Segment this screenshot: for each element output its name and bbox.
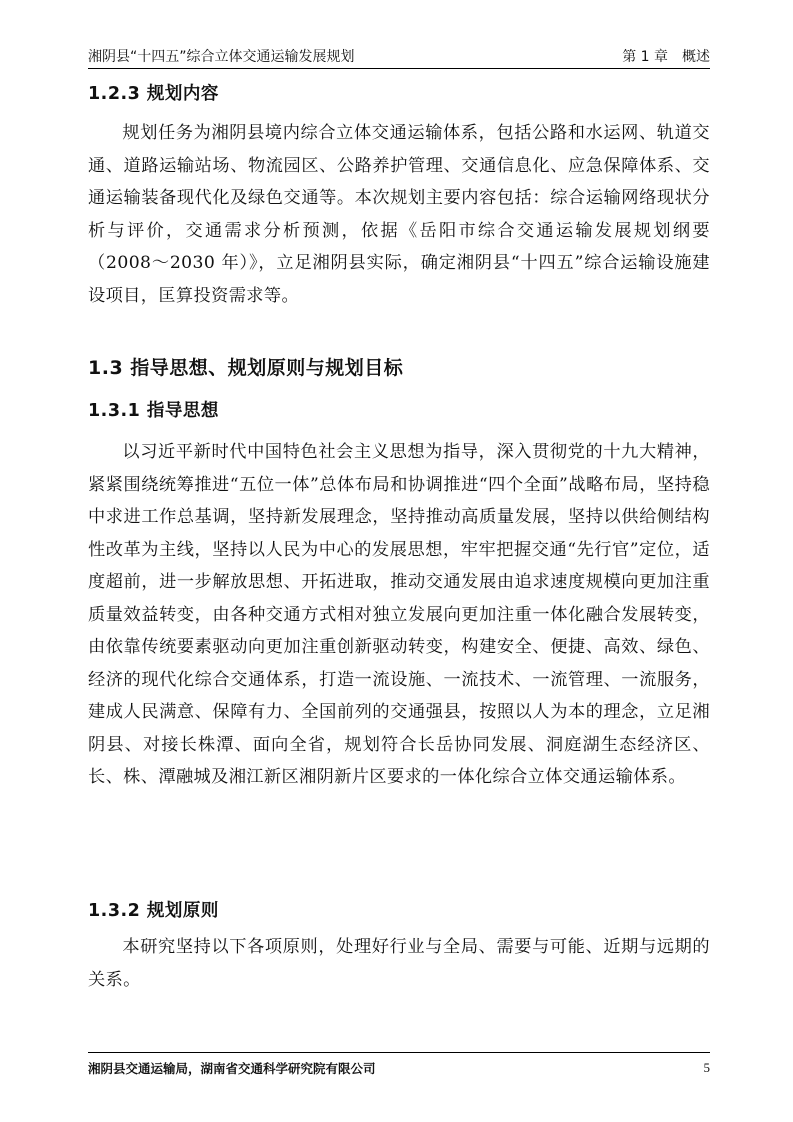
page-header [88, 40, 710, 66]
footer-divider [88, 1052, 710, 1053]
page-footer [88, 1058, 710, 1078]
section-heading-1-3-1: 1.3.1 指导思想 [88, 401, 219, 421]
section-paragraph-1-3-2: 本研究坚持以下各项原则，处理好行业与全局、需要与可能、近期与远期的关系。 [88, 937, 710, 990]
footer-organization: 湘阴县交通运输局，湖南省交通科学研究院有限公司 [88, 1061, 376, 1076]
header-divider [88, 68, 710, 69]
document-title: 湘阴县“十四五”综合立体交通运输发展规划 [88, 49, 355, 65]
section-heading-1-2-3: 1.2.3 规划内容 [88, 84, 219, 104]
section-paragraph-1-3-1: 以习近平新时代中国特色社会主义思想为指导，深入贯彻党的十九大精神，紧紧围绕统筹推进“五位一体”总体布局和协调推进“四个全面”战略布局，坚持稳中求进工作总基调，坚持新发展理念，坚持推动高质量发展，坚持以供给侧结构性改革为主线，坚持以人民为中心的发展思想，牢牢把握交通“先行官”定位，适度超前，进一步解放思想、开拓进取，推动交通发展由追求速度规模向更加注重质量效益转变，由各种交通方式相对独立发展向更加注重一体化融合发展转变，由依靠传统要素驱动向更加注重创新驱动转变，构建安全、便捷、高效、绿色、经济的现代化综合交通体系，打造一流设施、一流技术、一流管理、一流服务，建成人民满意、保障有力、全国前列的交通强县，按照以人为本的理念，立足湘阴县、对接长株潭、面向全省，规划符合长岳协同发展、洞庭湖生态经济区、长、株、潭融城及湘江新区湘阴新片区要求的一体化综合立体交通运输体系。 [88, 442, 710, 787]
section-paragraph-1-2-3: 规划任务为湘阴县境内综合立体交通运输体系，包括公路和水运网、轨道交通、道路运输站场、物流园区、公路养护管理、交通信息化、应急保障体系、交通运输装备现代化及绿色交通等。本次规划主要内容包括：综合运输网络现状分析与评价，交通需求分析预测，依据《岳阳市综合交通运输发展规划纲要（2008～2030 年）》，立足湘阴县实际，确定湘阴县“十四五”综合运输设施建设项目，匡算投资需求等。 [88, 123, 710, 306]
chapter-label: 第 1 章 概述 [622, 49, 710, 65]
section-heading-1-3-2: 1.3.2 规划原则 [88, 901, 219, 921]
page-number: 5 [703, 1060, 710, 1075]
section-heading-1-3: 1.3 指导思想、规划原则与规划目标 [88, 357, 404, 379]
